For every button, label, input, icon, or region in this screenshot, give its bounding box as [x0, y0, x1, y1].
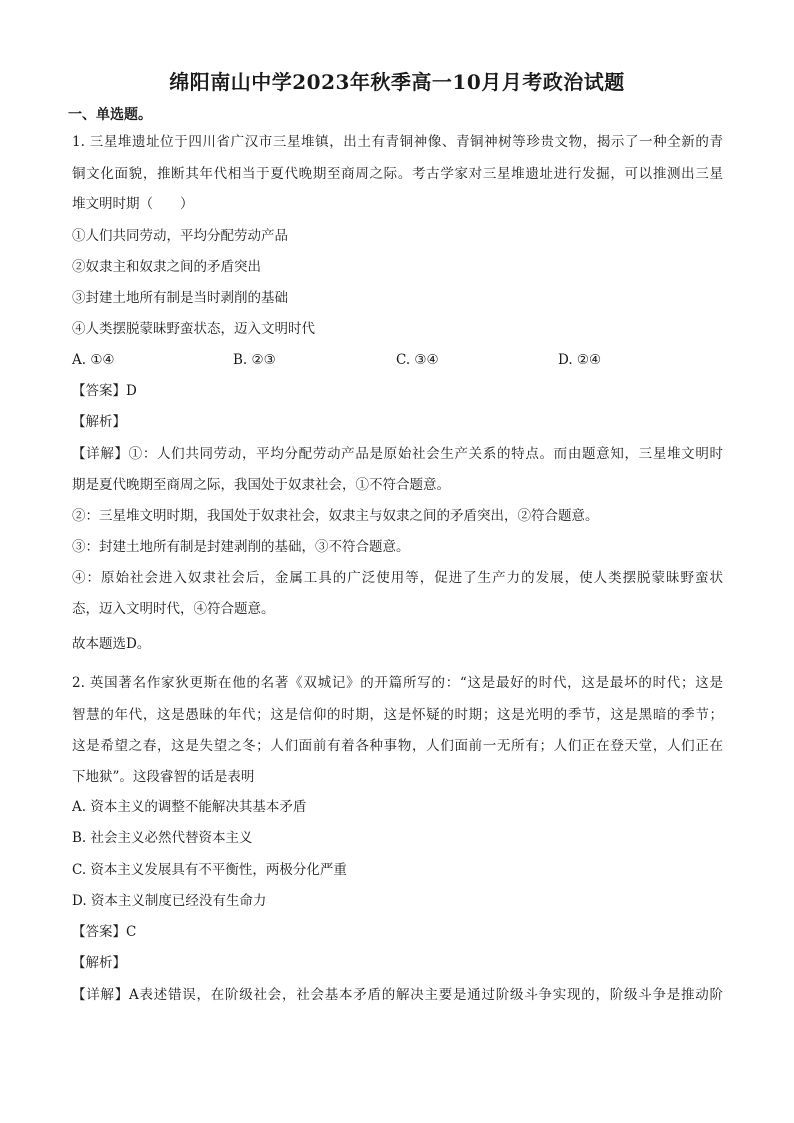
q1-option-d: D. ②④: [558, 352, 602, 368]
q1-stem-line-2: 铜文化面貌，推断其年代相当于夏代晚期至商周之际。考古学家对三星堆遗址进行发掘，可以推测出三星: [72, 166, 723, 182]
page-title: 绵阳南山中学2023年秋季高一10月月考政治试题: [169, 70, 625, 94]
q1-statement-4: ④人类摆脱蒙昧野蛮状态，迈入文明时代: [72, 321, 315, 337]
q2-answer: 【答案】C: [72, 924, 137, 940]
q1-detail-line-2: 期是夏代晚期至商周之际，我国处于奴隶社会，①不符合题意。: [72, 477, 450, 493]
q1-option-c: C. ③④: [396, 352, 439, 368]
q2-analysis-label: 【解析】: [72, 955, 126, 971]
q1-statement-2: ②奴隶主和奴隶之间的矛盾突出: [72, 259, 261, 275]
q2-option-c: C. 资本主义发展具有不平衡性，两极分化严重: [72, 862, 347, 878]
q1-statement-1: ①人们共同劳动，平均分配劳动产品: [72, 228, 288, 244]
q1-detail-line-4: ③：封建土地所有制是封建剥削的基础，③不符合题意。: [72, 539, 410, 555]
q1-detail-line-1: 【详解】①：人们共同劳动，平均分配劳动产品是原始社会生产关系的特点。而由题意知，三星堆文明时: [72, 446, 723, 462]
q1-detail-line-3: ②：三星堆文明时期，我国处于奴隶社会，奴隶主与奴隶之间的矛盾突出，②符合题意。: [72, 508, 599, 524]
q2-stem-line-2: 智慧的年代，这是愚昧的年代；这是信仰的时期，这是怀疑的时期；这是光明的季节，这是黑暗的季节；: [72, 707, 723, 723]
q1-analysis-label: 【解析】: [72, 414, 126, 430]
q2-detail-line-1: 【详解】A表述错误，在阶级社会，社会基本矛盾的解决主要是通过阶级斗争实现的，阶级斗争是推动阶: [72, 987, 723, 1003]
q1-answer: 【答案】D: [72, 383, 137, 399]
section-heading: 一、单选题。: [68, 107, 152, 123]
q2-option-d: D. 资本主义制度已经没有生命力: [72, 893, 267, 909]
q2-option-a: A. 资本主义的调整不能解决其基本矛盾: [72, 799, 307, 815]
q1-conclusion: 故本题选D。: [72, 636, 151, 652]
q1-option-a: A. ①④: [72, 352, 115, 368]
q1-statement-3: ③封建土地所有制是当时剥削的基础: [72, 290, 288, 306]
q2-option-b: B. 社会主义必然代替资本主义: [72, 830, 253, 846]
q2-stem-line-1: 2. 英国著名作家狄更斯在他的名著《双城记》的开篇所写的：“这是最好的时代，这是最坏的时代；这是: [72, 675, 723, 691]
q2-stem-line-3: 这是希望之春，这是失望之冬；人们面前有着各种事物，人们面前一无所有；人们正在登天堂，人们正在: [72, 738, 723, 754]
q1-detail-line-6: 态，迈入文明时代，④符合题意。: [72, 601, 275, 617]
q2-stem-line-4: 下地狱”。这段睿智的话是表明: [72, 769, 255, 785]
q1-stem-line-3: 堆文明时期（ ）: [72, 196, 194, 212]
q1-detail-line-5: ④：原始社会进入奴隶社会后，金属工具的广泛使用等，促进了生产力的发展，使人类摆脱蒙昧野蛮状: [72, 570, 723, 586]
q1-option-b: B. ②③: [233, 352, 276, 368]
q1-options: [72, 350, 723, 370]
q1-stem-line-1: 1. 三星堆遗址位于四川省广汉市三星堆镇，出土有青铜神像、青铜神树等珍贵文物，揭示了一种全新的青: [72, 134, 723, 150]
